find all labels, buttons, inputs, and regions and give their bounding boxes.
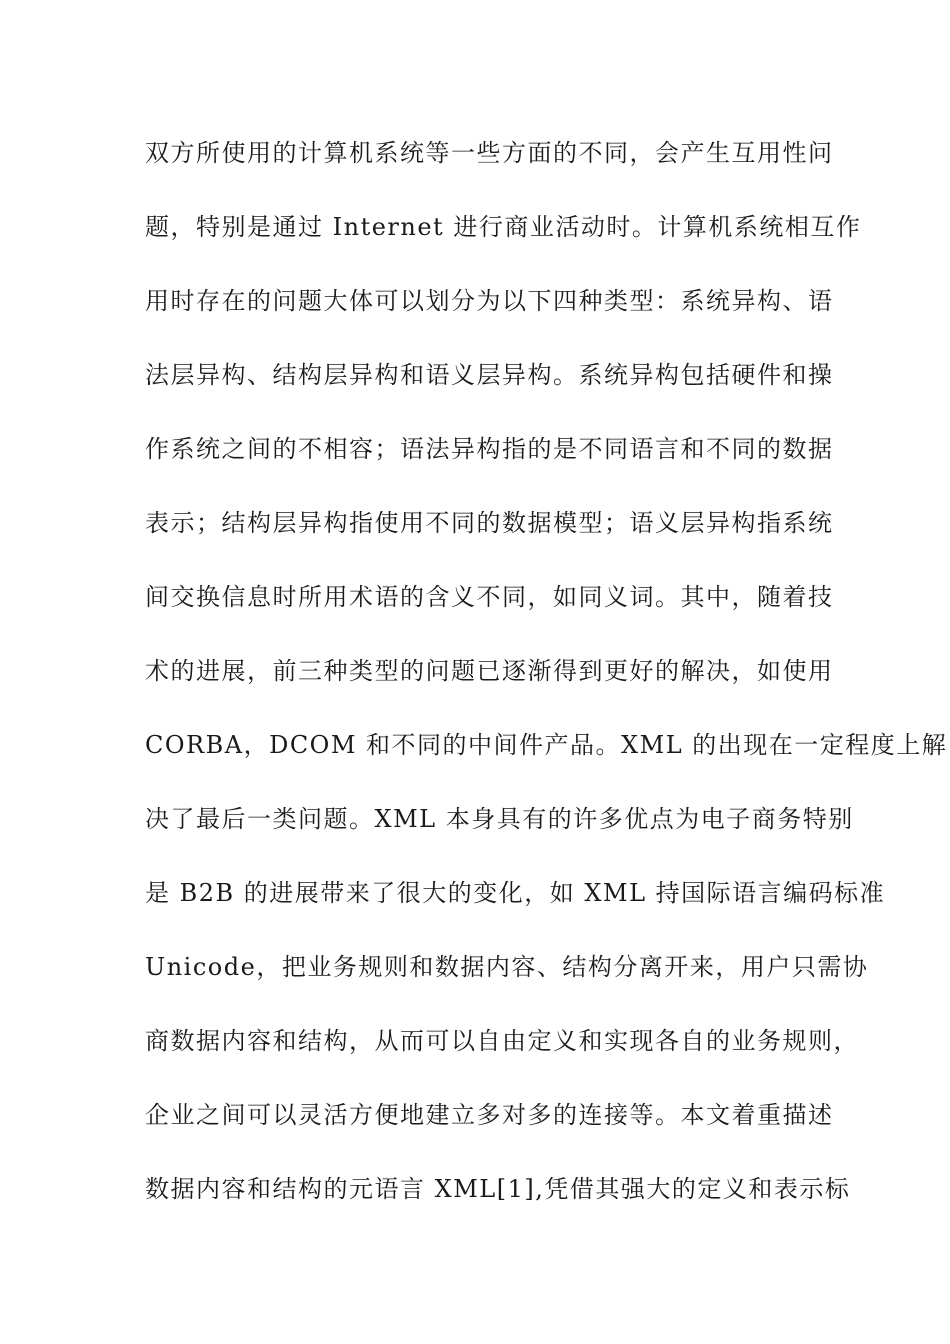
body-paragraph (145, 135, 948, 1245)
paragraph-line: 法层异构、结构层异构和语义层异构。系统异构包括硬件和操 (145, 361, 834, 389)
paragraph-line: 用时存在的问题大体可以划分为以下四种类型：系统异构、语 (145, 287, 834, 315)
paragraph-line: 表示；结构层异构指使用不同的数据模型；语义层异构指系统 (145, 509, 834, 537)
paragraph-line: 数据内容和结构的元语言 XML[1],凭借其强大的定义和表示标 (145, 1175, 851, 1203)
paragraph-line: 商数据内容和结构，从而可以自由定义和实现各自的业务规则， (145, 1027, 859, 1055)
paragraph-line: 双方所使用的计算机系统等一些方面的不同，会产生互用性问 (145, 139, 834, 167)
paragraph-line: Unicode，把业务规则和数据内容、结构分离开来，用户只需协 (145, 953, 869, 981)
paragraph-line: 术的进展，前三种类型的问题已逐渐得到更好的解决，如使用 (145, 657, 834, 685)
paragraph-line: 题，特别是通过 Internet 进行商业活动时。计算机系统相互作 (145, 213, 862, 241)
paragraph-line: 决了最后一类问题。XML 本身具有的许多优点为电子商务特别 (145, 805, 854, 833)
paragraph-line: 企业之间可以灵活方便地建立多对多的连接等。本文着重描述 (145, 1101, 834, 1129)
paragraph-line: 是 B2B 的进展带来了很大的变化，如 XML 持国际语言编码标准 (145, 879, 886, 907)
paragraph-line: 作系统之间的不相容；语法异构指的是不同语言和不同的数据 (145, 435, 834, 463)
paragraph-line: CORBA，DCOM 和不同的中间件产品。XML 的出现在一定程度上解 (145, 731, 948, 759)
paragraph-line: 间交换信息时所用术语的含义不同，如同义词。其中，随着技 (145, 583, 834, 611)
